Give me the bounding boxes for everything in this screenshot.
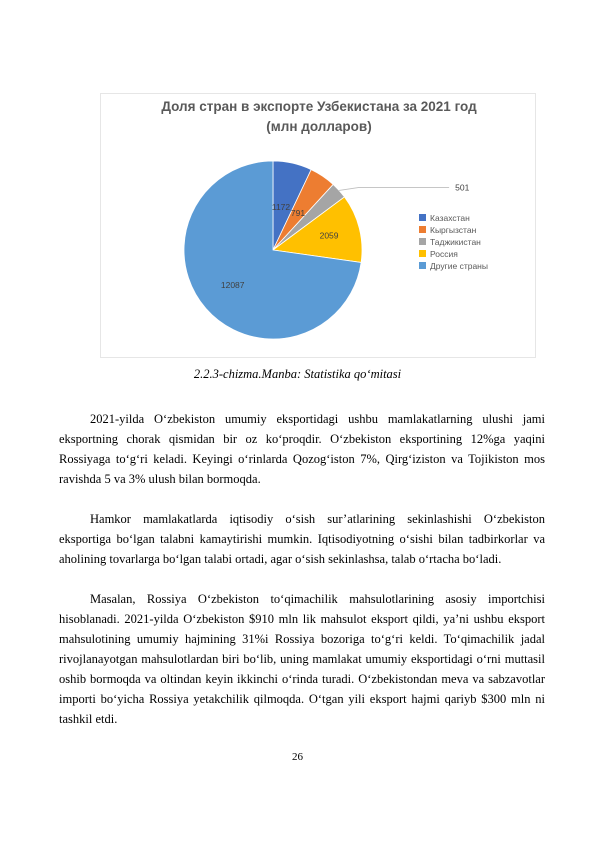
legend-label-5: Другие страны [430,261,488,271]
legend-swatch-5 [419,262,426,269]
pie-chart-svg [101,94,537,359]
legend-swatch-4 [419,250,426,257]
leader-line [339,187,449,190]
legend-swatch-2 [419,226,426,233]
page-number: 26 [292,751,303,763]
legend-label-1: Казахстан [430,213,470,223]
data-label-2: 791 [290,208,306,218]
legend-label-3: Таджикистан [430,237,481,247]
legend-swatch-3 [419,238,426,245]
pie-chart [100,93,536,358]
data-label-3: 501 [455,182,470,193]
legend-label-2: Кыргызстан [430,225,477,235]
pie-slices [184,161,362,339]
legend-label-4: Россия [430,249,458,259]
chart-title: Доля стран в экспорте Узбекистана за 2021 год [161,99,477,114]
paragraph-1: 2021-yilda O‘zbekiston umumiy eksportidagi ushbu mamlakatlarning ulushi jami eksportning chorak qismidan bir oz ko‘proqdir. O‘zbekiston eksportining 12%ga yaqini Rossiyaga to‘g‘ri keladi. Keyingi o‘rinlarda Qozog‘iston 7%, Qirg‘iziston va Tojikiston mos ravishda 5 va 3% ulush bilan bormoqda. [59,412,545,486]
figure-caption: 2.2.3-chizma.Manba: Statistika qo‘mitasi [193,367,402,381]
chart-subtitle: (млн долларов) [266,119,372,134]
paragraph-2: Hamkor mamlakatlarda iqtisodiy o‘sish sur’atlarining sekinlashishi O‘zbekiston eksportiga bo‘lgan talabni kamaytirishi mumkin. Iqtisodiyotning o‘sishi bilan tadbirkorlar va aholining tovarlarga bo‘lgan talabi ortadi, agar o‘sish sekinlashsa, talab o‘rtacha bo‘ladi. [59,512,545,566]
data-label-4: 2059 [319,230,339,241]
chart-legend [419,213,488,271]
data-label-1: 1172 [271,202,291,212]
data-label-5: 12087 [220,280,245,291]
legend-swatch-1 [419,214,426,221]
paragraph-3: Masalan, Rossiya O‘zbekiston to‘qimachilik mahsulotlarining asosiy importchisi hisoblanadi. 2021-yilda O‘zbekiston $910 mln lik mahsulot eksport qildi, ya’ni ushbu eksport mahsulotining umumiy hajmining 31%i Rossiya bozoriga to‘g‘ri keldi. To‘qimachilik jadal rivojlanayotgan mahsulotlardan biri bo‘lib, uning mamlakat umumiy eksportidagi o‘rni muttasil oshib bormoqda va oltindan keyin ikkinchi o‘rinda turadi. O‘zbekistondan meva va sabzavotlar importi bo‘yicha Rossiya yetakchilik qilmoqda. O‘tgan yili eksport hajmi qariyb $300 mln ni tashkil etdi. [59,592,545,726]
